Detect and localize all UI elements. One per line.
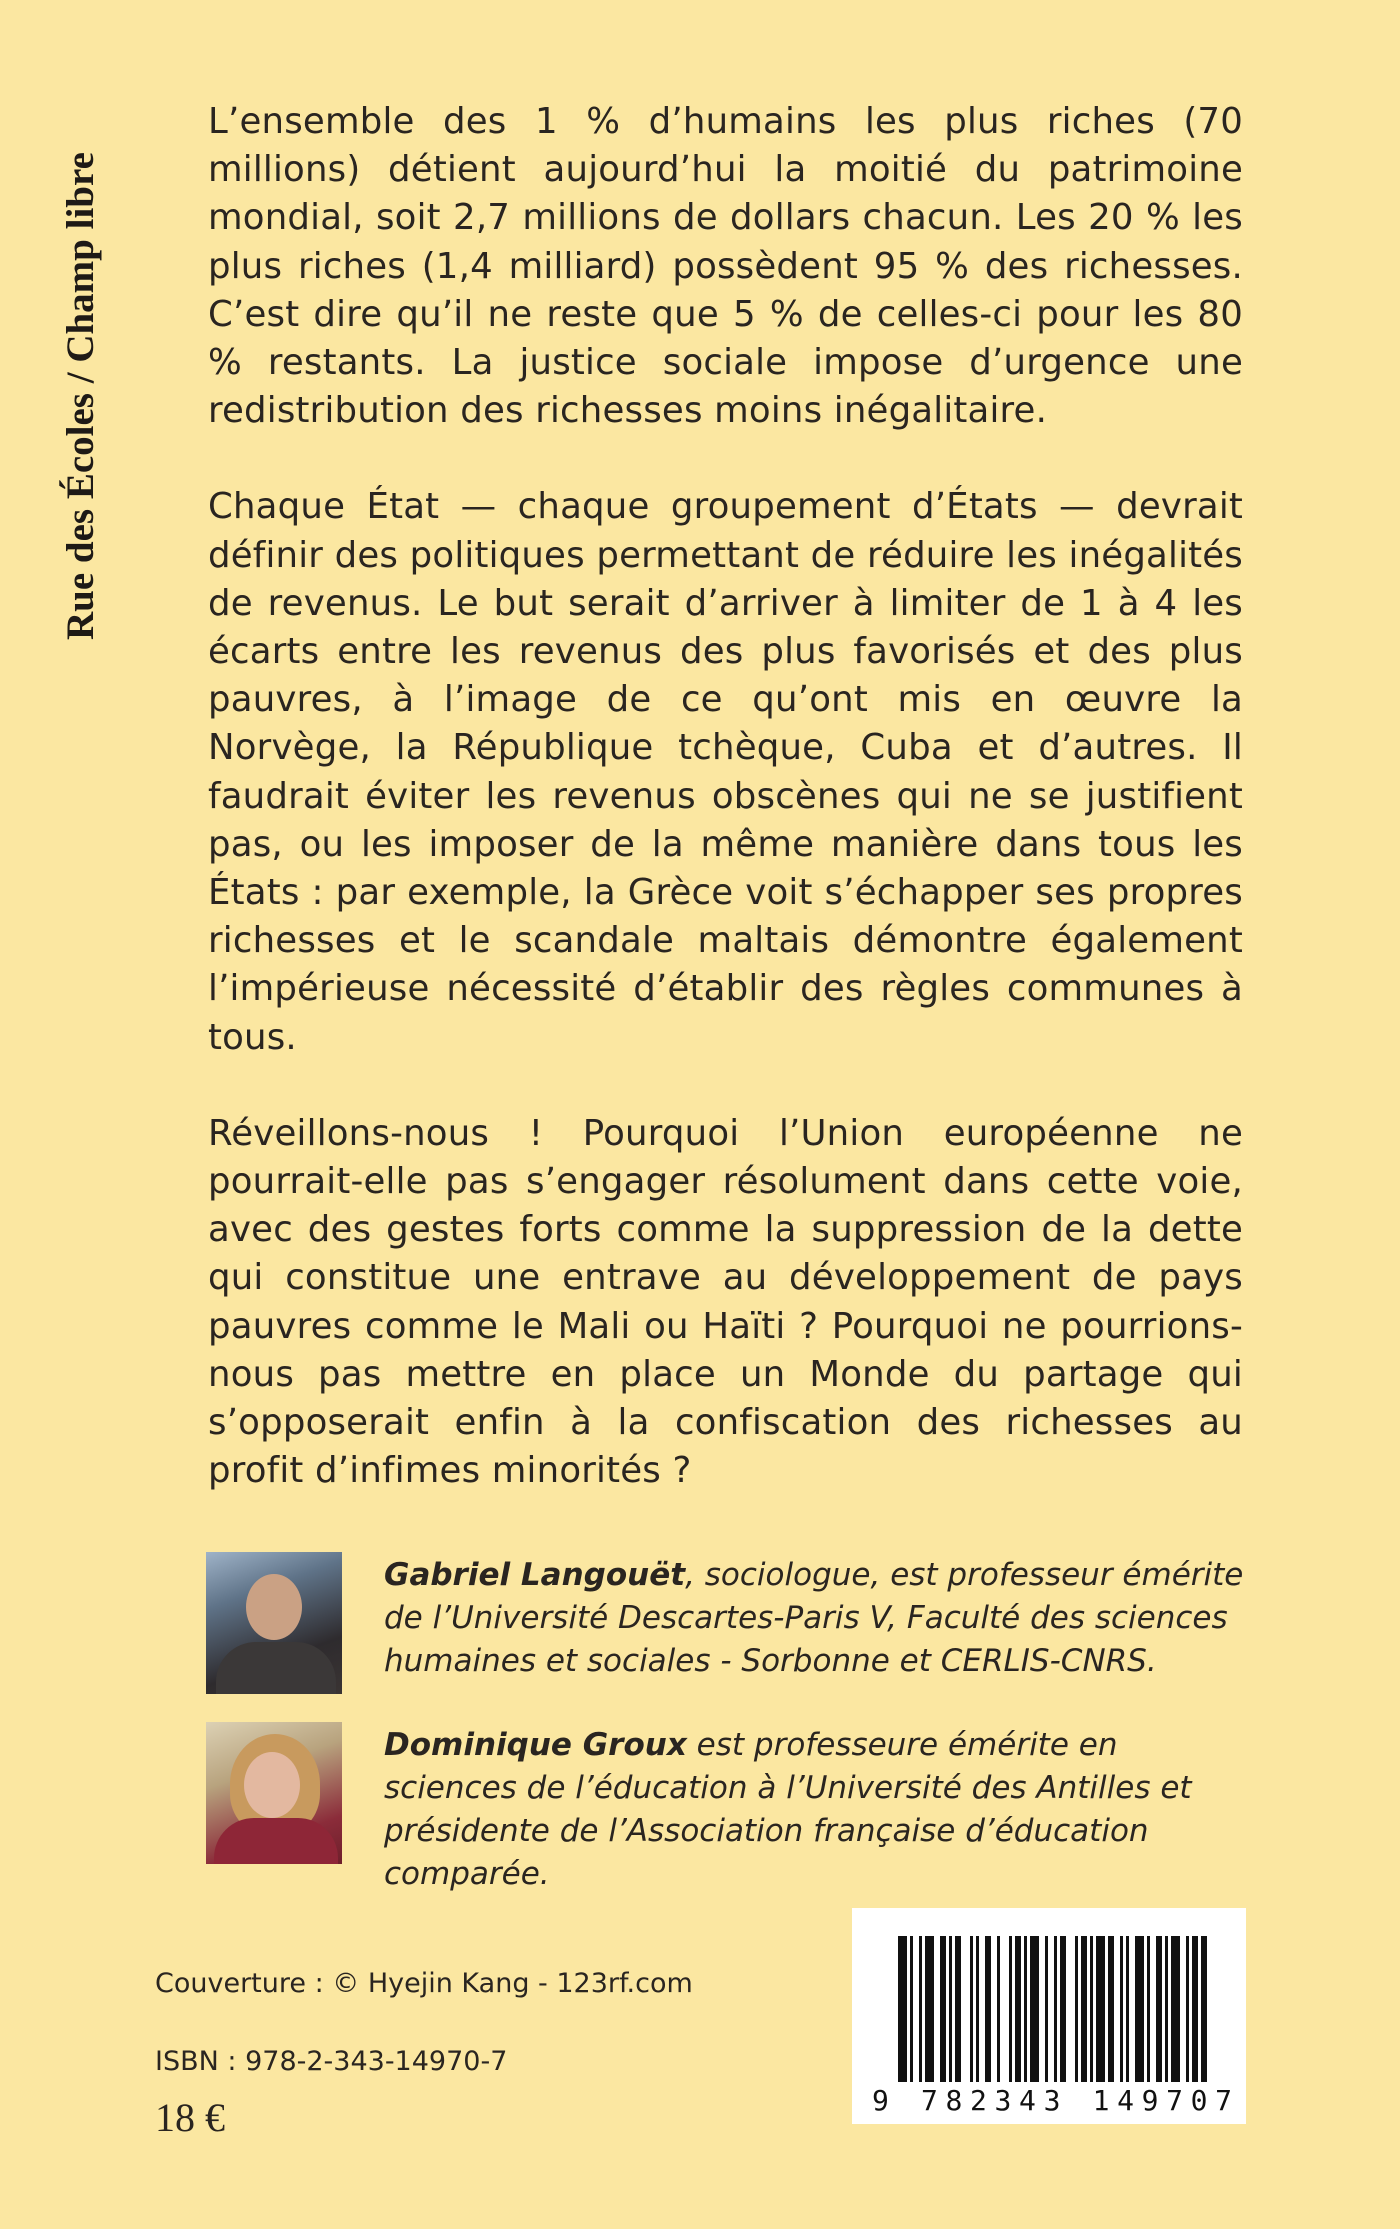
author-name: Dominique Groux: [384, 1727, 687, 1763]
author-photo: [206, 1722, 342, 1864]
barcode-bar: [919, 1936, 922, 2082]
barcode-bar: [997, 1936, 1000, 2082]
barcode-bar: [898, 1936, 907, 2082]
barcode-bar: [1081, 1936, 1087, 2082]
barcode: [852, 1908, 1246, 2124]
paragraph-1: L’ensemble des 1 % d’humains les plus riches (70 millions) détient aujourd’hui la moitié du patrimoine mondial, soit 2,7 millions de dollars chacun. Les 20 % les plus riches (1,4 milliard) possèdent 95 % des richesses. C’est dire qu’il ne reste que 5 % de celles-ci pour les 80 % restants. La justice sociale impose d’urgence une redistribution des richesses moins inégalitaire.: [208, 101, 1243, 432]
series-title: Rue des Écoles / Champ libre: [59, 152, 102, 640]
author-bio: [384, 1724, 1254, 1896]
barcode-bar: [955, 1936, 961, 2082]
barcode-bar: [1192, 1936, 1198, 2082]
barcode-bar: [940, 1936, 946, 2082]
barcode-bar: [1165, 1936, 1168, 2082]
price: 18 €: [155, 2095, 225, 2140]
author-gabriel: [206, 1552, 1246, 1697]
barcode-bar: [1009, 1936, 1012, 2082]
barcode-bar: [1171, 1936, 1180, 2082]
barcode-bar: [970, 1936, 973, 2082]
barcode-bar: [976, 1936, 979, 2082]
barcode-number: 9 782343 149707: [872, 2084, 1232, 2117]
author-name: Gabriel Langouët: [384, 1557, 686, 1593]
paragraph-3: Réveillons-nous ! Pourquoi l’Union européenne ne pourrait-elle pas s’engager résolument dans cette voie, avec des gestes forts comme la suppression de la dette qui constitue une entrave au développement de pays pauvres comme le Mali ou Haïti ? Pourquoi ne pourrions-nous pas mettre en place un Monde du partage qui s’opposerait enfin à la confiscation des richesses au profit d’infimes minorités ?: [208, 1112, 1243, 1492]
barcode-bar: [949, 1936, 952, 2082]
paragraph-2: Chaque État — chaque groupement d’États — devrait définir des politiques permettant de réduire les inégalités de revenus. Le but serait d’arriver à limiter de 1 à 4 les écarts entre les revenus des plus favorisés et des plus pauvres, à l’image de ce qu’ont mis en œuvre la Norvège, la République tchèque, Cuba et d’autres. Il faudrait éviter les revenus obscènes qui ne se justifient pas, ou les imposer de la même manière dans tous les États : par exemple, la Grèce voit s’échapper ses propres richesses et le scandale maltais démontre également l’impérieuse nécessité d’établir des règles communes à tous.: [208, 486, 1243, 1058]
cover-credit: Couverture : © Hyejin Kang - 123rf.com: [155, 1968, 693, 1999]
author-bio: [384, 1554, 1254, 1683]
isbn: ISBN : 978-2-343-14970-7: [155, 2046, 508, 2077]
barcode-bar: [1147, 1936, 1150, 2082]
barcode-bar: [1024, 1936, 1027, 2082]
back-cover-text: [208, 98, 1243, 1543]
barcode-bar: [1186, 1936, 1189, 2082]
barcode-bar: [1075, 1936, 1078, 2082]
barcode-bar: [1060, 1936, 1066, 2082]
barcode-bar: [1030, 1936, 1039, 2082]
barcode-bar: [1045, 1936, 1048, 2082]
author-description: , sociologue, est professeur émérite de l’Université Descartes-Paris V, Faculté des sciences humaines et sociales - Sorbonne et CERLIS-CNRS.: [384, 1557, 1244, 1679]
barcode-bar: [1135, 1936, 1144, 2082]
author-dominique: [206, 1722, 1246, 1892]
barcode-bar: [985, 1936, 991, 2082]
barcode-bar: [1120, 1936, 1123, 2082]
barcode-bar: [1090, 1936, 1093, 2082]
barcode-bar: [1108, 1936, 1114, 2082]
barcode-bar: [1054, 1936, 1057, 2082]
barcode-bar: [910, 1936, 913, 2082]
barcode-bar: [1201, 1936, 1207, 2082]
barcode-bar: [1126, 1936, 1129, 2082]
barcode-bar: [1156, 1936, 1162, 2082]
author-description: est professeure émérite en sciences de l’éducation à l’Université des Antilles et présidente de l’Association française d’éducation comparée.: [384, 1727, 1192, 1892]
barcode-bar: [1015, 1936, 1021, 2082]
barcode-bar: [1096, 1936, 1105, 2082]
author-photo: [206, 1552, 342, 1694]
barcode-graphic: [852, 1908, 1246, 2124]
barcode-bar: [925, 1936, 934, 2082]
